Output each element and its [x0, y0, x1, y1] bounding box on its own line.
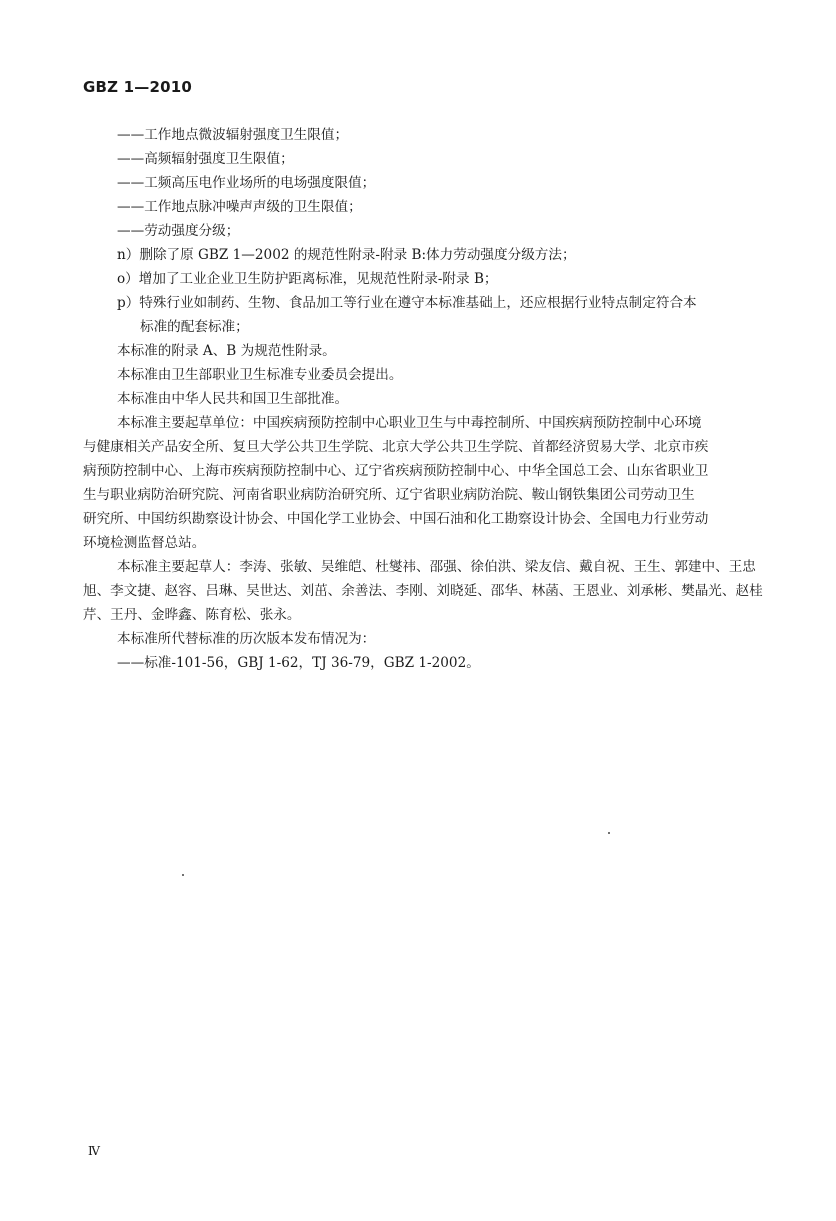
document-code-header: GBZ 1—2010 [83, 78, 193, 96]
list-item-p-line1: p）特殊行业如制药、生物、食品加工等行业在遵守本标准基础上，还应根据行业特点制定符合本 [117, 295, 697, 311]
paragraph-appendix: 本标准的附录 A、B 为规范性附录。 [117, 343, 336, 359]
paragraph-drafters-line3: 芹、王丹、金晔鑫、陈育松、张永。 [83, 607, 301, 623]
paragraph-units-line6: 环境检测监督总站。 [83, 535, 206, 551]
page-number: Ⅳ [88, 1144, 100, 1158]
list-item-o: o）增加了工业企业卫生防护距离标准，见规范性附录-附录 B； [117, 271, 498, 287]
list-item-n: n）删除了原 GBZ 1—2002 的规范性附录-附录 B:体力劳动强度分级方法； [117, 247, 576, 263]
paragraph-units-line5: 研究所、中国纺织勘察设计协会、中国化学工业协会、中国石油和化工勘察设计协会、全国电力行业劳动 [83, 511, 709, 527]
paragraph-drafters-line1: 本标准主要起草人：李涛、张敏、吴维皑、杜燮祎、邵强、徐伯洪、梁友信、戴自祝、王生、郭建中、王忠 [117, 559, 756, 575]
paragraph-history-item: ——标准-101-56，GBJ 1-62，TJ 36-79，GBZ 1-2002。 [117, 655, 480, 671]
list-item-p-line2: 标准的配套标准； [140, 319, 249, 335]
scan-speck [182, 874, 184, 876]
dash-item-labor-intensity: ——劳动强度分级； [117, 223, 240, 239]
paragraph-units-line4: 生与职业病防治研究院、河南省职业病防治研究所、辽宁省职业病防治院、鞍山钢铁集团公司劳动卫生 [83, 487, 695, 503]
paragraph-proposed: 本标准由卫生部职业卫生标准专业委员会提出。 [117, 367, 403, 383]
paragraph-drafters-line2: 旭、李文捷、赵容、吕琳、吴世达、刘茁、余善法、李刚、刘晓延、邵华、林菡、王恩业、刘承彬、樊晶光、赵桂 [83, 583, 763, 599]
paragraph-history-title: 本标准所代替标准的历次版本发布情况为： [117, 631, 376, 647]
paragraph-units-line3: 病预防控制中心、上海市疾病预防控制中心、辽宁省疾病预防控制中心、中华全国总工会、山东省职业卫 [83, 463, 709, 479]
scan-speck [608, 832, 610, 834]
paragraph-approved: 本标准由中华人民共和国卫生部批准。 [117, 391, 349, 407]
dash-item-high-frequency: ——高频辐射强度卫生限值； [117, 151, 294, 167]
dash-item-pulse-noise: ——工作地点脉冲噪声声级的卫生限值； [117, 199, 362, 215]
dash-item-microwave: ——工作地点微波辐射强度卫生限值； [117, 127, 349, 143]
paragraph-units-line2: 与健康相关产品安全所、复旦大学公共卫生学院、北京大学公共卫生学院、首都经济贸易大学、北京市疾 [83, 439, 709, 455]
dash-item-power-frequency: ——工频高压电作业场所的电场强度限值； [117, 175, 376, 191]
paragraph-units-line1: 本标准主要起草单位：中国疾病预防控制中心职业卫生与中毒控制所、中国疾病预防控制中心环境 [117, 415, 702, 431]
